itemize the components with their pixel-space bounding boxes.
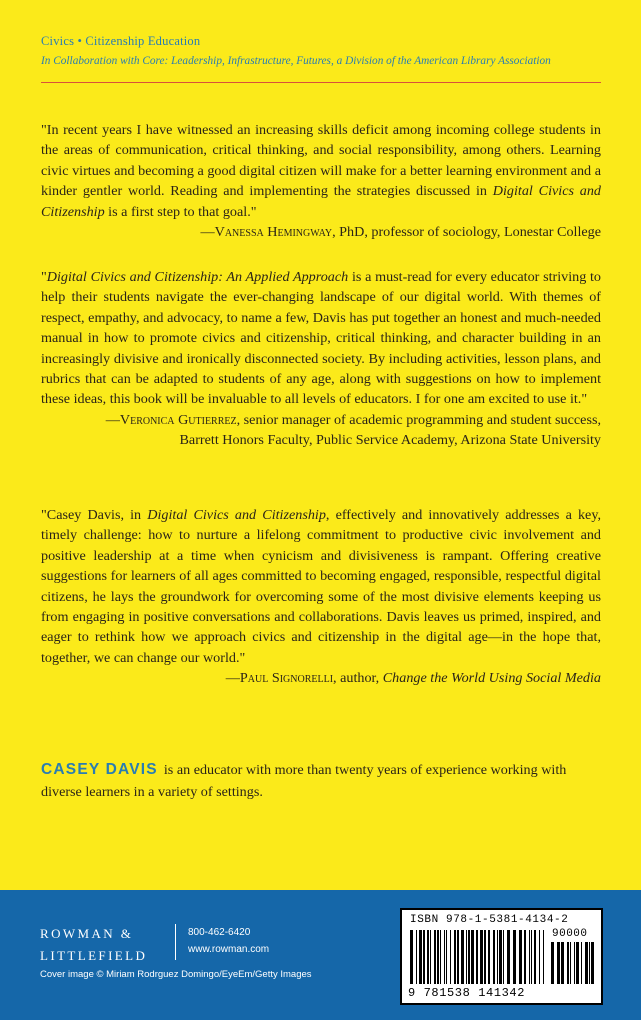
barcode-bar xyxy=(524,930,526,984)
header xyxy=(41,34,601,67)
barcode-bar xyxy=(427,930,429,984)
barcode-bar xyxy=(484,930,486,984)
barcode-bar xyxy=(468,930,470,984)
barcode-bar xyxy=(534,930,536,984)
quote-attribution: —Vanessa Hemingway, PhD, professor of sociology, Lonestar College xyxy=(200,224,601,241)
barcode-bar xyxy=(519,930,522,984)
barcode-bar xyxy=(567,942,569,984)
price-code: 90000 xyxy=(552,928,588,940)
barcode-bar xyxy=(493,930,495,984)
barcode-bar xyxy=(454,930,456,984)
cover-credit: Cover image © Miriam Rodrguez Domingo/EyeEm/Getty Images xyxy=(40,969,312,980)
publisher-contact xyxy=(188,924,269,958)
header-rule xyxy=(41,82,601,83)
quote-text: "Casey Davis, in Digital Civics and Citizenship, effectively and innovatively addresses a key, timely challenge: how to nurture a lifelong commitment to productive civic involvement and positive leadership at a time when cynicism and divisiveness is rampant. Offering creative suggestions for learners of all ages committed to becoming engaged, responsible, respectful digital citizens, he lays the groundwork for overcoming some of the most divisive elements keeping us from engaging in positive conversations and collaborations. Davis leaves us primed, inspired, and eager to rethink how we approach civics and citizenship in the digital age—in the hope that, together, we can change our world." xyxy=(41,507,602,666)
barcode-digits: 9 781538 141342 xyxy=(408,986,526,1000)
barcode-bar xyxy=(466,930,467,984)
isbn-barcode xyxy=(400,908,603,1005)
barcode-bar xyxy=(531,930,532,984)
barcode-bar xyxy=(471,930,474,984)
barcode-bar xyxy=(551,942,554,984)
barcode-bar xyxy=(476,930,478,984)
barcode-bars-addon xyxy=(551,942,595,984)
barcode-bar xyxy=(446,930,447,984)
endorsement-quote-2 xyxy=(41,267,601,451)
barcode-bar xyxy=(557,942,560,984)
publisher-phone: 800-462-6420 xyxy=(188,927,251,938)
quote-attribution-line-2: Barrett Honors Faculty, Public Service Academy, Arizona State University xyxy=(179,432,601,449)
barcode-bar xyxy=(507,930,510,984)
author-bio-text: is an educator with more than twenty years of experience working with diverse learners in a variety of settings. xyxy=(41,762,567,800)
quote-attribution: —Veronica Gutierrez, senior manager of academic programming and student success, xyxy=(105,411,601,428)
barcode-bar xyxy=(591,942,594,984)
category-line: Civics • Citizenship Education xyxy=(41,34,201,48)
barcode-bar xyxy=(419,930,422,984)
barcode-bar xyxy=(503,930,504,984)
barcode-bar xyxy=(585,942,588,984)
barcode-bar xyxy=(450,930,451,984)
barcode-bar xyxy=(434,930,436,984)
barcode-bar xyxy=(497,930,498,984)
quote-text: "Digital Civics and Citizenship: An Applied Approach is a must-read for every educator striving to help their students navigate the ever-changing landscape of our digital world. With themes of respect, empathy, and advocacy, to name a few, Davis has put together an honest and much-needed manual in how to promote civics and citizenship, critical thinking, and character building in an increasingly divisive and ironically disconnected society. By including activities, lesson plans, and rubrics that can be adapted to students of any age, along with suggestions on how to implement these ideas, this book will be invaluable to all levels of educators. I for one am excited to use it." xyxy=(41,269,601,408)
barcode-bar xyxy=(444,930,445,984)
barcode-bar xyxy=(410,930,413,984)
barcode-bar xyxy=(543,930,544,984)
barcode-bar xyxy=(488,930,490,984)
endorsement-quote-3 xyxy=(41,505,601,689)
barcode-bar xyxy=(457,930,459,984)
barcode-bar xyxy=(440,930,441,984)
author-name: CASEY DAVIS xyxy=(41,761,158,778)
barcode-bar xyxy=(437,930,439,984)
barcode-bar xyxy=(416,930,417,984)
barcode-bar xyxy=(576,942,579,984)
barcode-bar xyxy=(570,942,571,984)
barcode-bar xyxy=(461,930,464,984)
barcode-bar xyxy=(561,942,564,984)
barcode-bar xyxy=(423,930,425,984)
publisher-website: www.rowman.com xyxy=(188,944,270,955)
barcode-bar xyxy=(499,930,502,984)
endorsement-quote-1 xyxy=(41,120,601,242)
collaboration-line: In Collaboration with Core: Leadership, Infrastructure, Futures, a Division of the American Library Association xyxy=(41,55,551,67)
barcode-bar xyxy=(480,930,483,984)
barcode-bar xyxy=(539,930,540,984)
barcode-bars-main xyxy=(410,930,544,984)
quote-text: "In recent years I have witnessed an increasing skills deficit among incoming college students in the areas of communication, critical thinking, and social responsibility, among others. Learning civic virtues and becoming a good digital citizen will make for a better learning environment and a kinder gentler world. Reading and implementing the strategies discussed in Digital Civics and Citizenship is a first step to that goal." xyxy=(41,122,601,220)
publisher-footer xyxy=(0,890,641,1020)
barcode-bar xyxy=(529,930,530,984)
isbn-label: ISBN 978-1-5381-4134-2 xyxy=(410,914,569,926)
barcode-bar xyxy=(574,942,575,984)
quote-attribution: —Paul Signorelli, author, Change the World Using Social Media xyxy=(225,670,601,687)
barcode-bar xyxy=(430,930,431,984)
footer-divider xyxy=(175,924,176,960)
barcode-bar xyxy=(513,930,516,984)
barcode-bar xyxy=(589,942,590,984)
publisher-logo: ROWMAN & LITTLEFIELD xyxy=(40,926,148,963)
author-bio xyxy=(41,759,601,803)
barcode-bar xyxy=(581,942,582,984)
